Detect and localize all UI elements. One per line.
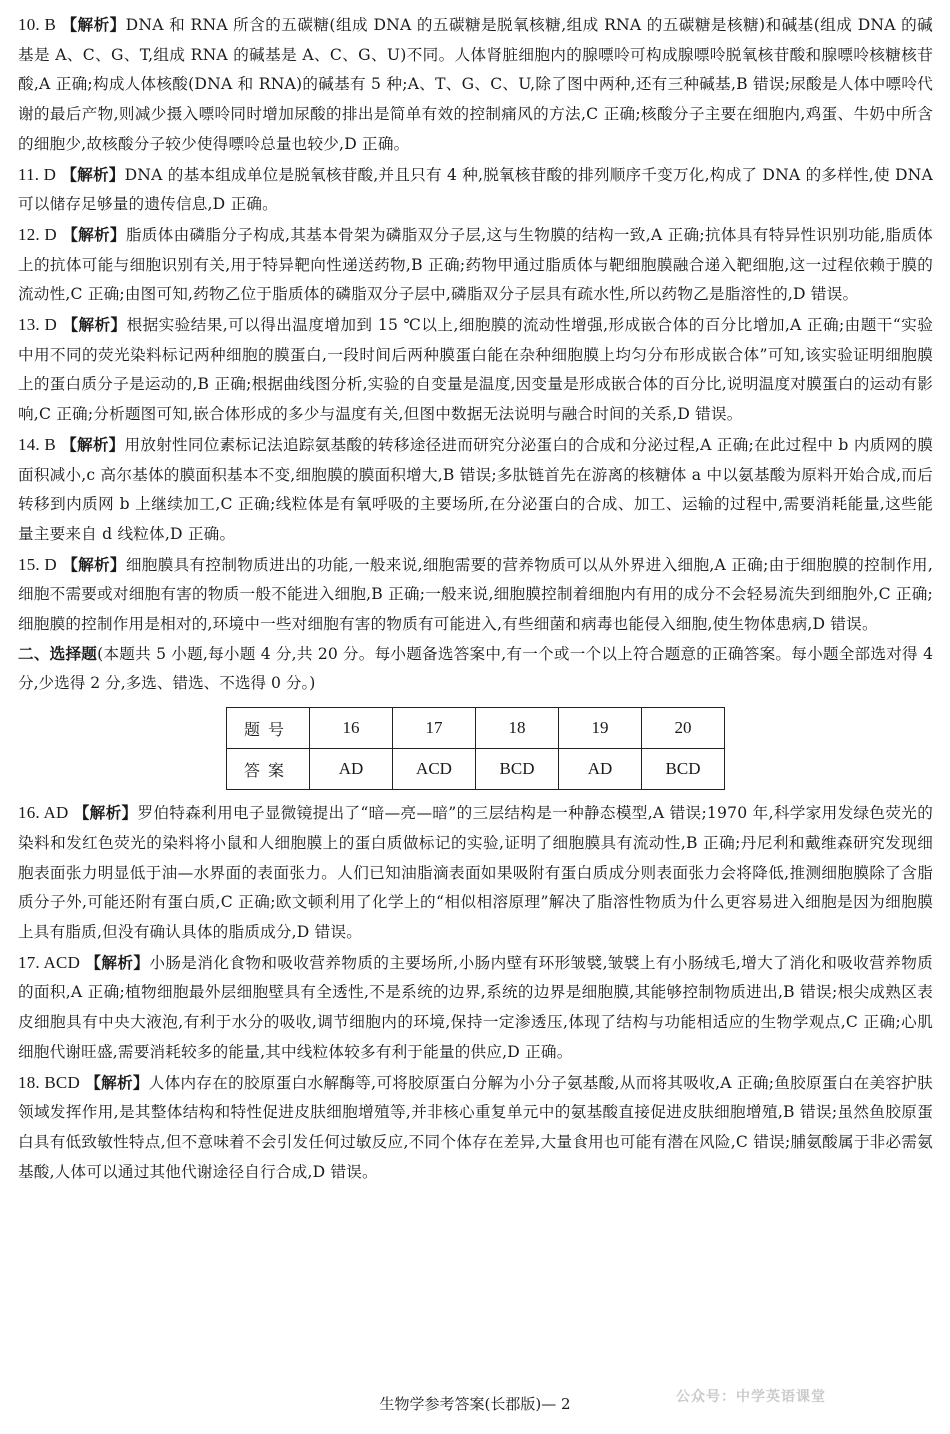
section-title: 二、选择题 xyxy=(18,644,98,663)
item-text: 用放射性同位素标记法追踪氨基酸的转移途径进而研究分泌蛋白的合成和分泌过程,A 正确;在此过程中 b 内质网的膜面积减小,c 高尔基体的膜面积基本不变,细胞膜的膜面积增大,B 错误;多肽链首先在游离的核糖体 a 中以氨基酸为原料开始合成,而后转移到内质网 b 上继续加工,C 正确;线粒体是有氧呼吸的主要场所,在分泌蛋白的合成、加工、运输的过程中,需要消耗能量,这些能量主要来自 d 线粒体,D 正确。 xyxy=(18,435,933,543)
item-text: 根据实验结果,可以得出温度增加到 15 ℃以上,细胞膜的流动性增强,形成嵌合体的百分比增加,A 正确;由题干“实验中用不同的荧光染料标记两种细胞的膜蛋白,一段时间后两种膜蛋白能在杂种细胞膜上均匀分布形成嵌合体”可知,该实验证明细胞膜上的蛋白质分子是运动的,B 正确;根据曲线图分析,实验的自变量是温度,因变量是形成嵌合体的百分比,说明温度对膜蛋白的运动有影响,C 正确;分析题图可知,嵌合体形成的多少与温度有关,但图中数据无法说明与融合时间的关系,D 错误。 xyxy=(18,316,934,424)
analysis-tag: 【解析】 xyxy=(62,555,126,574)
table-header-cell: 题号 xyxy=(227,708,310,749)
table-row-answers xyxy=(227,749,725,790)
answer-item-13 xyxy=(18,310,933,430)
table-cell: 16 xyxy=(310,708,393,749)
item-number: 12. D xyxy=(18,224,57,244)
section-description: (本题共 5 小题,每小题 4 分,共 20 分。每小题备选答案中,有一个或一个以上符合题意的正确答案。每小题全部选对得 4 分,少选得 2 分,多选、错选、不选得 0 分。) xyxy=(18,644,933,693)
item-text: 脂质体由磷脂分子构成,其基本骨架为磷脂双分子层,这与生物膜的结构一致,A 正确;抗体具有特异性识别功能,脂质体上的抗体可能与细胞识别有关,用于特异靶向性递送药物,B 正确;药物甲通过脂质体与靶细胞膜融合递入靶细胞,这一过程依赖于膜的流动性,C 正确;由图可知,药物乙位于脂质体的磷脂双分子层中,磷脂双分子层具有疏水性,所以药物乙是脂溶性的,D 错误。 xyxy=(18,225,933,304)
page-footer: 生物学参考答案(长郡版)— 2 xyxy=(379,1395,571,1413)
section-heading xyxy=(18,640,933,699)
table-cell: 17 xyxy=(393,708,476,749)
table-cell: BCD xyxy=(476,749,559,790)
table-cell: ACD xyxy=(393,749,476,790)
item-text: 罗伯特森利用电子显微镜提出了“暗—亮—暗”的三层结构是一种静态模型,A 错误;1970 年,科学家用发绿色荧光的染料和发红色荧光的染料将小鼠和人细胞膜上的蛋白质做标记的实验,证明了细胞膜具有流动性,B 正确;丹尼利和戴维森研究发现细胞表面张力明显低于油—水界面的表面张力。人们已知油脂滴表面如果吸附有蛋白质成分则表面张力会将降低,推测细胞膜除了含脂质分子外,可能还附有蛋白质,C 正确;欧文顿利用了化学上的“相似相溶原理”解决了脂溶性物质为什么更容易进入细胞是因为细胞膜上具有脂质,但没有确认具体的脂质成分,D 错误。 xyxy=(18,804,933,941)
analysis-tag: 【解析】 xyxy=(61,165,125,184)
item-number: 11. D xyxy=(18,164,57,184)
analysis-tag: 【解析】 xyxy=(62,225,126,244)
answer-item-16 xyxy=(18,798,933,948)
item-text: DNA 的基本组成单位是脱氧核苷酸,并且只有 4 种,脱氧核苷酸的排列顺序千变万化,构成了 DNA 的多样性,使 DNA 可以储存足够量的遗传信息,D 正确。 xyxy=(18,165,933,214)
item-number: 13. D xyxy=(18,315,58,335)
answer-table xyxy=(226,707,725,790)
item-number: 15. D xyxy=(18,554,57,574)
answer-item-14 xyxy=(18,430,933,550)
answer-table-wrap xyxy=(18,707,933,790)
answer-page xyxy=(18,10,933,1187)
table-cell: BCD xyxy=(642,749,725,790)
table-cell: 18 xyxy=(476,708,559,749)
table-row-numbers xyxy=(227,708,725,749)
answers-group-1 xyxy=(18,10,933,640)
item-number: 17. ACD xyxy=(18,952,81,972)
item-text: DNA 和 RNA 所含的五碳糖(组成 DNA 的五碳糖是脱氧核糖,组成 RNA 的五碳糖是核糖)和碱基(组成 DNA 的碱基是 A、C、G、T,组成 RNA 的碱基是 A、C、G、U)不同。人体肾脏细胞内的腺嘌呤可构成腺嘌呤脱氧核苷酸和腺嘌呤核糖核苷酸,A 正确;构成人体核酸(DNA 和 RNA)的碱基有 5 种;A、T、G、C、U,除了图中两种,还有三种碱基,B 错误;尿酸是人体中嘌呤代谢的最后产物,则减少摄入嘌呤同时增加尿酸的排出是简单有效的控制痛风的方法,C 正确;核酸分子主要在细胞内,鸡蛋、牛奶中所含的细胞少,故核酸分子较少使得嘌呤总量也较少,D 正确。 xyxy=(18,16,933,153)
item-number: 10. B xyxy=(18,15,57,34)
table-cell: AD xyxy=(310,749,393,790)
answer-item-11 xyxy=(18,160,933,220)
analysis-tag: 【解析】 xyxy=(61,16,126,34)
answer-item-18 xyxy=(18,1068,933,1188)
analysis-tag: 【解析】 xyxy=(61,435,125,454)
item-text: 人体内存在的胶原蛋白水解酶等,可将胶原蛋白分解为小分子氨基酸,从而将其吸收,A 正确;鱼胶原蛋白在美容护肤领域发挥作用,是其整体结构和特性促进皮肤细胞增殖等,并非核心重复单元中的氨基酸直接促进皮肤细胞增殖,B 错误;虽然鱼胶原蛋白具有低致敏性特点,但不意味着不会引发任何过敏反应,不同个体存在差异,大量食用也可能有潜在风险,C 错误;脯氨酸属于非必需氨基酸,人体可以通过其他代谢途径自行合成,D 错误。 xyxy=(18,1073,933,1181)
table-cell: 19 xyxy=(559,708,642,749)
item-text: 细胞膜具有控制物质进出的功能,一般来说,细胞需要的营养物质可以从外界进入细胞,A 正确;由于细胞膜的控制作用,细胞不需要或对细胞有害的物质一般不能进入细胞,B 正确;一般来说,细胞膜控制着细胞内有用的成分不会轻易流失到细胞外,C 正确;细胞膜的控制作用是相对的,环境中一些对细胞有害的物质有可能进入,有些细菌和病毒也能侵入细胞,使生物体患病,D 错误。 xyxy=(18,555,933,634)
answer-item-10 xyxy=(18,10,933,160)
table-header-cell: 答案 xyxy=(227,749,310,790)
answers-group-2 xyxy=(18,798,933,1187)
item-text: 小肠是消化食物和吸收营养物质的主要场所,小肠内壁有环形皱襞,皱襞上有小肠绒毛,增大了消化和吸收营养物质的面积,A 正确;植物细胞最外层细胞壁具有全透性,不是系统的边界,系统的边界是细胞膜,其能够控制物质进出,B 错误;根尖成熟区表皮细胞具有中央大液泡,有利于水分的吸收,调节细胞内的环境,保持一定渗透压,体现了结构与功能相适应的生物学观点,C 正确;心肌细胞代谢旺盛,需要消耗较多的能量,其中线粒体较多有利于能量的供应,D 正确。 xyxy=(18,953,933,1061)
answer-item-15 xyxy=(18,550,933,640)
table-cell: AD xyxy=(559,749,642,790)
analysis-tag: 【解析】 xyxy=(73,804,138,823)
answer-item-17 xyxy=(18,948,933,1068)
analysis-tag: 【解析】 xyxy=(85,953,150,972)
table-cell: 20 xyxy=(642,708,725,749)
item-number: 14. B xyxy=(18,434,56,454)
answer-item-12 xyxy=(18,220,933,310)
analysis-tag: 【解析】 xyxy=(62,316,127,335)
watermark: 公众号：中学英语课堂 xyxy=(676,1389,826,1405)
analysis-tag: 【解析】 xyxy=(85,1073,149,1092)
item-number: 16. AD xyxy=(18,803,69,823)
item-number: 18. BCD xyxy=(18,1072,80,1092)
